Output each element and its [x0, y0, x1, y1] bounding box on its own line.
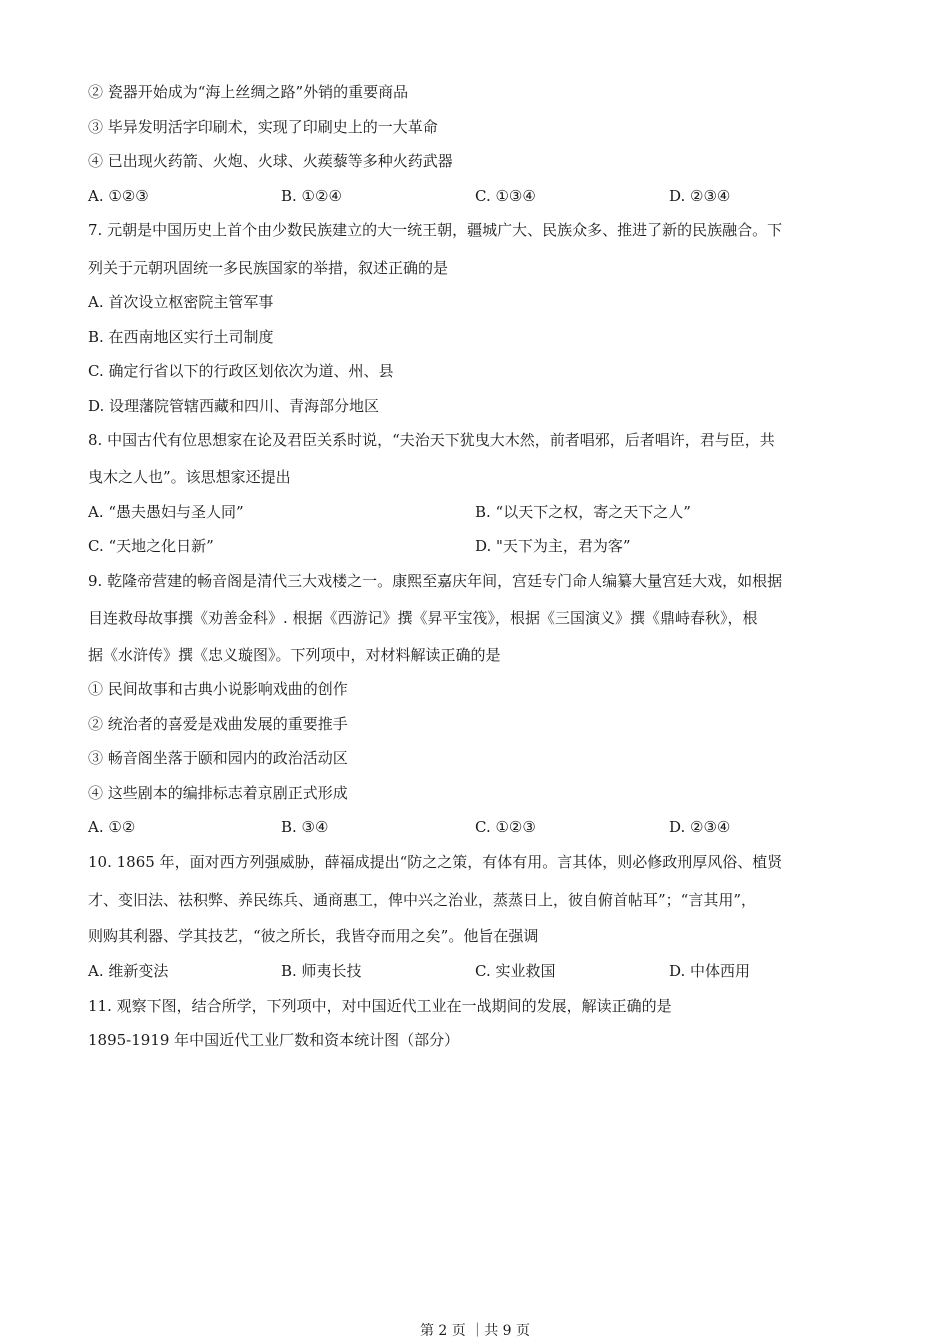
q10-option-a: A. 维新变法 — [88, 962, 169, 980]
q6-option-b: B. ①②④ — [281, 187, 342, 205]
q11-stem: 11. 观察下图，结合所学，下列项中，对中国近代工业在一战期间的发展，解读正确的是 — [88, 997, 672, 1015]
q9-option-b: B. ③④ — [281, 818, 329, 836]
q8-option-a: A. “愚夫愚妇与圣人同” — [88, 503, 244, 521]
q7-stem-line-2: 列关于元朝巩固统一多民族国家的举措，叙述正确的是 — [88, 259, 449, 277]
q9-stem-line-2: 目连救母故事撰《劝善金科》. 根据《西游记》撰《昇平宝筏》，根据《三国演义》撰《鼎峙春秋》，根 — [88, 609, 758, 627]
q8-option-c: C. “天地之化日新” — [88, 537, 214, 555]
q6-item-3: ③ 毕异发明活字印刷术，实现了印刷史上的一大革命 — [88, 118, 438, 136]
q9-item-1: ① 民间故事和古典小说影响戏曲的创作 — [88, 680, 348, 698]
q8-option-d: D. "天下为主，君为客” — [475, 537, 631, 555]
q8-stem-line-2: 曳木之人也”。该思想家还提出 — [88, 468, 291, 486]
q10-option-c: C. 实业救国 — [475, 962, 556, 980]
q9-option-d: D. ②③④ — [669, 818, 731, 836]
q9-item-2: ② 统治者的喜爱是戏曲发展的重要推手 — [88, 715, 348, 733]
q10-option-d: D. 中体西用 — [669, 962, 751, 980]
q7-stem-line-1: 7. 元朝是中国历史上首个由少数民族建立的大一统王朝，疆城广大、民族众多、推进了新的民族融合。下 — [88, 221, 783, 239]
q9-item-4: ④ 这些剧本的编排标志着京剧正式形成 — [88, 784, 348, 802]
q9-stem-line-3: 据《水浒传》撰《忠义璇图》。下列项中，对材料解读正确的是 — [88, 646, 501, 664]
q6-item-2: ② 瓷器开始成为“海上丝绸之路”外销的重要商品 — [88, 83, 409, 101]
q9-item-3: ③ 畅音阁坐落于颐和园内的政治活动区 — [88, 749, 348, 767]
q10-stem-line-1: 10. 1865 年，面对西方列强威胁，薛福成提出“防之之策，有体有用。言其体，则必修政刑厚风俗、植贤 — [88, 853, 783, 871]
q7-option-d: D. 设理藩院管辖西藏和四川、青海部分地区 — [88, 397, 380, 415]
q10-option-b: B. 师夷长技 — [281, 962, 362, 980]
q10-stem-line-2: 才、变旧法、祛积弊、养民练兵、通商惠工，俾中兴之治业，蒸蒸日上，彼自俯首帖耳”；“言其用”， — [88, 891, 757, 909]
q6-option-c: C. ①③④ — [475, 187, 536, 205]
q9-option-c: C. ①②③ — [475, 818, 536, 836]
q6-option-a: A. ①②③ — [88, 187, 149, 205]
q11-chart-caption: 1895-1919 年中国近代工业厂数和资本统计图（部分） — [88, 1031, 460, 1049]
q9-stem-line-1: 9. 乾隆帝营建的畅音阁是清代三大戏楼之一。康熙至嘉庆年间，宫廷专门命人编纂大量宫廷大戏，如根据 — [88, 572, 783, 590]
q8-stem-line-1: 8. 中国古代有位思想家在论及君臣关系时说，“夫治天下犹曳大木然，前者唱邪，后者唱许，君与臣，共 — [88, 431, 775, 449]
q7-option-b: B. 在西南地区实行土司制度 — [88, 328, 274, 346]
q7-option-c: C. 确定行省以下的行政区划依次为道、州、县 — [88, 362, 394, 380]
q8-option-b: B. “以天下之权，寄之天下之人” — [475, 503, 691, 521]
page-number-footer: 第 2 页 ｜共 9 页 — [419, 1323, 531, 1339]
q6-item-4: ④ 已出现火药箭、火炮、火球、火蒺藜等多种火药武器 — [88, 152, 453, 170]
q7-option-a: A. 首次设立枢密院主管军事 — [88, 293, 274, 311]
q10-stem-line-3: 则购其利器、学其技艺，“彼之所长，我皆夺而用之矣”。他旨在强调 — [88, 927, 539, 945]
q6-option-d: D. ②③④ — [669, 187, 731, 205]
q9-option-a: A. ①② — [88, 818, 136, 836]
